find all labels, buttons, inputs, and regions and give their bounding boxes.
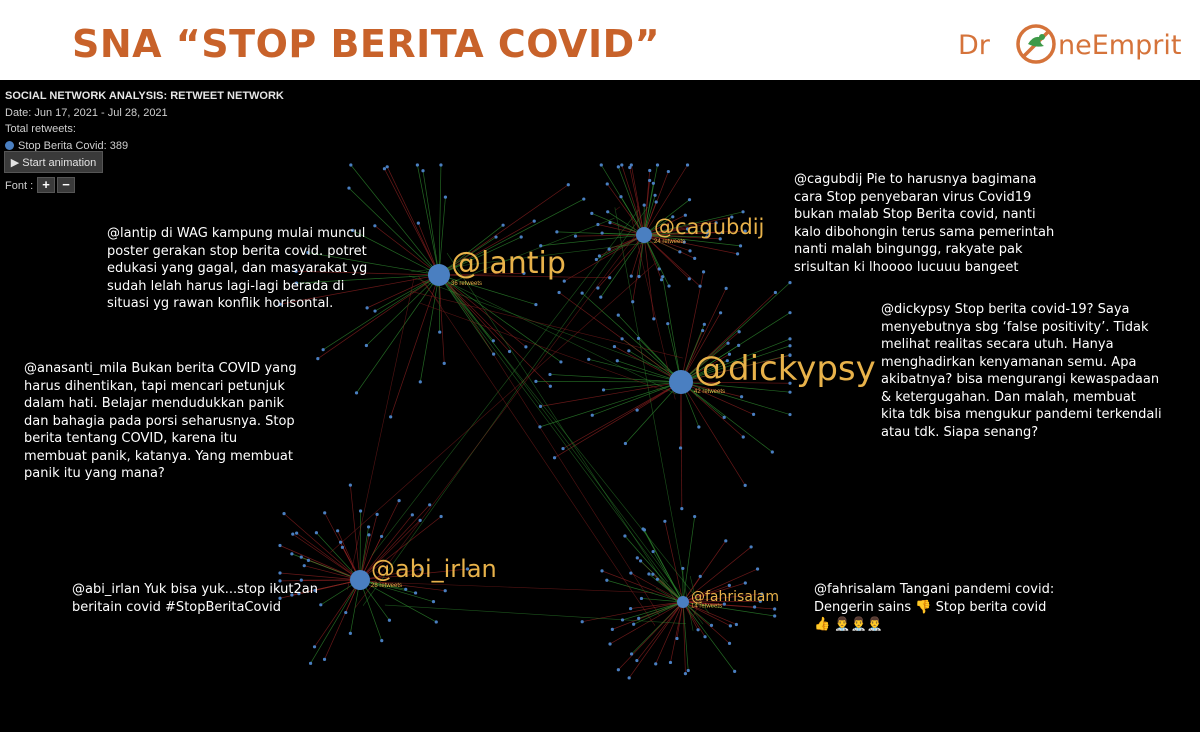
user-node xyxy=(383,167,386,170)
retweet-edge xyxy=(582,602,683,622)
user-node xyxy=(605,579,608,582)
user-node xyxy=(599,296,602,299)
user-node xyxy=(656,578,659,581)
user-node xyxy=(444,196,447,199)
user-node xyxy=(687,669,690,672)
user-node xyxy=(548,373,551,376)
user-node xyxy=(788,311,791,314)
user-node xyxy=(582,197,585,200)
user-node xyxy=(419,519,422,522)
retweet-edge xyxy=(683,602,688,670)
user-node xyxy=(278,571,281,574)
retweet-edge xyxy=(681,382,682,509)
user-node xyxy=(443,362,446,365)
user-node xyxy=(774,291,777,294)
retweet-edge xyxy=(417,165,439,275)
hub-retweets-abi_irlan: 28 retweets xyxy=(371,582,403,589)
user-node xyxy=(432,600,435,603)
user-node xyxy=(549,385,552,388)
user-node xyxy=(587,358,590,361)
user-node xyxy=(667,284,670,287)
user-node xyxy=(349,484,352,487)
user-node xyxy=(388,619,391,622)
user-node xyxy=(739,244,742,247)
user-node xyxy=(742,435,745,438)
user-node xyxy=(600,163,603,166)
user-node xyxy=(624,442,627,445)
retweet-edge xyxy=(439,275,561,362)
legend-label: Stop Berita Covid: 389 xyxy=(18,139,129,152)
user-node xyxy=(702,270,705,273)
user-node xyxy=(752,413,755,416)
hub-label-dickypsy: @dickypsy xyxy=(694,349,876,389)
cross-edge xyxy=(431,265,668,582)
user-node xyxy=(669,661,672,664)
network-info xyxy=(5,88,284,154)
user-node xyxy=(278,544,281,547)
user-node xyxy=(728,642,731,645)
font-label: Font : xyxy=(5,180,34,192)
user-node xyxy=(635,659,638,662)
user-node xyxy=(771,450,774,453)
cross-edge xyxy=(409,276,680,375)
user-node xyxy=(602,388,605,391)
user-node xyxy=(620,163,623,166)
user-node xyxy=(661,275,664,278)
quote-anasanti-mila: @anasanti_mila Bukan berita COVID yang harus dihentikan, tapi mencari petunjuk dalam hati. Belajar mendudukkan panik dan bahagia pada porsi seharusnya. Stop berita tentang COVID, karena itu membuat panik, katanya. Yang membuat panik itu yang mana? xyxy=(24,361,297,481)
hub-label-lantip: @lantip xyxy=(451,246,566,281)
logo-text-left: Dr xyxy=(958,30,990,61)
user-node xyxy=(737,344,740,347)
user-node xyxy=(307,559,310,562)
user-node xyxy=(349,632,352,635)
user-node xyxy=(389,415,392,418)
user-node xyxy=(660,278,663,281)
user-node xyxy=(561,447,564,450)
user-node xyxy=(688,249,691,252)
user-node xyxy=(492,353,495,356)
user-node xyxy=(416,163,419,166)
user-node xyxy=(557,291,560,294)
user-node xyxy=(559,360,562,363)
user-node xyxy=(773,614,776,617)
user-node xyxy=(553,456,556,459)
user-node xyxy=(339,541,342,544)
user-node xyxy=(623,534,626,537)
hub-node-abi_irlan xyxy=(350,570,370,590)
user-node xyxy=(282,512,285,515)
user-node xyxy=(652,182,655,185)
user-node xyxy=(636,556,639,559)
retweet-edge xyxy=(598,235,644,288)
user-node xyxy=(701,329,704,332)
user-node xyxy=(648,169,651,172)
user-node xyxy=(581,620,584,623)
user-node xyxy=(756,567,759,570)
user-node xyxy=(655,200,658,203)
user-node xyxy=(492,339,495,342)
user-node xyxy=(628,676,631,679)
user-node xyxy=(620,337,623,340)
user-node xyxy=(421,169,424,172)
hub-retweets-dickypsy: 42 retweets xyxy=(694,389,726,396)
user-node xyxy=(658,267,661,270)
user-node xyxy=(627,349,630,352)
retweet-edge xyxy=(555,382,681,458)
user-node xyxy=(637,617,640,620)
user-node xyxy=(723,416,726,419)
user-node xyxy=(355,391,358,394)
retweet-edge xyxy=(618,602,683,670)
user-node xyxy=(608,221,611,224)
user-node xyxy=(617,165,620,168)
user-node xyxy=(608,248,611,251)
user-node xyxy=(680,507,683,510)
user-node xyxy=(520,235,523,238)
user-node xyxy=(639,559,642,562)
user-node xyxy=(647,572,650,575)
user-node xyxy=(404,588,407,591)
user-node xyxy=(675,637,678,640)
user-node xyxy=(590,212,593,215)
user-node xyxy=(601,231,604,234)
user-node xyxy=(309,662,312,665)
user-node xyxy=(736,252,739,255)
user-node xyxy=(303,564,306,567)
user-node xyxy=(651,573,654,576)
hub-retweets-cagubdij: 24 retweets xyxy=(654,238,686,245)
user-node xyxy=(501,224,504,227)
user-node xyxy=(697,425,700,428)
user-node xyxy=(703,323,706,326)
retweet-edge xyxy=(582,293,681,382)
user-node xyxy=(678,250,681,253)
user-node xyxy=(349,163,352,166)
user-node xyxy=(652,550,655,553)
user-node xyxy=(688,277,691,280)
retweet-edge xyxy=(540,382,681,427)
quote-abi-irlan: @abi_irlan Yuk bisa yuk...stop ikut2an beritain covid #StopBeritaCovid xyxy=(72,582,318,615)
cross-edge xyxy=(426,271,676,394)
user-node xyxy=(621,618,624,621)
total-retweets-label: Total retweets: xyxy=(5,123,76,135)
user-node xyxy=(555,230,558,233)
user-node xyxy=(534,380,537,383)
user-node xyxy=(359,509,362,512)
user-node xyxy=(315,531,318,534)
user-node xyxy=(684,672,687,675)
user-node xyxy=(398,499,401,502)
retweet-edge xyxy=(633,235,644,302)
user-node xyxy=(591,414,594,417)
hub-retweets-lantip: 36 retweets xyxy=(451,280,483,287)
user-node xyxy=(733,670,736,673)
user-node xyxy=(380,535,383,538)
user-node xyxy=(508,350,511,353)
user-node xyxy=(681,567,684,570)
retweet-edge xyxy=(350,485,360,580)
user-node xyxy=(744,581,747,584)
user-node xyxy=(735,623,738,626)
user-node xyxy=(698,285,701,288)
user-node xyxy=(419,380,422,383)
user-node xyxy=(606,210,609,213)
user-node xyxy=(703,635,706,638)
user-node xyxy=(725,287,728,290)
quote-dickypsy: @dickypsy Stop berita covid-19? Saya menyebutnya sbg ‘false positivity’. Tidak melihat realitas secara utuh. Hanya menghadirkan kenyamanan semu. Apa akibatnya? bisa mengurangi kewaspadaan & ketergugahan. Dan malah, membuat kita tdk bisa mengukur pandemi terkendali atau tdk. Siapa senang? xyxy=(881,302,1162,440)
user-node xyxy=(741,210,744,213)
quote-fahrisalam: @fahrisalam Tangani pandemi covid: Dengerin sains 👎 Stop berita covid 👍 👨‍⚕️👨‍⚕️👨‍⚕️ xyxy=(814,582,1055,632)
user-node xyxy=(788,281,791,284)
user-node xyxy=(719,311,722,314)
user-node xyxy=(380,639,383,642)
user-node xyxy=(439,163,442,166)
cross-edge xyxy=(616,207,620,210)
user-node xyxy=(629,607,632,610)
user-node xyxy=(679,446,682,449)
user-node xyxy=(740,395,743,398)
user-node xyxy=(322,348,325,351)
user-node xyxy=(386,165,389,168)
panel-heading: SOCIAL NETWORK ANALYSIS: RETWEET NETWORK xyxy=(5,90,284,102)
user-node xyxy=(440,515,443,518)
user-node xyxy=(729,624,732,627)
cross-edge xyxy=(410,291,682,358)
quote-cagubdij: @cagubdij Pie to harusnya bagimana cara Stop penyebaran virus Covid19 bukan malab Stop Berita covid, nanti kalo dibohongin terus sama pemerintah nanti malah bingungg, rakyate pak srisultan ki lhoooo lucuuu bangeet xyxy=(794,172,1055,275)
user-node xyxy=(365,344,368,347)
user-node xyxy=(313,645,316,648)
hub-label-fahrisalam: @fahrisalam xyxy=(691,589,780,605)
user-node xyxy=(347,186,350,189)
user-node xyxy=(524,345,527,348)
user-node xyxy=(344,611,347,614)
cross-edge xyxy=(447,253,680,606)
user-node xyxy=(581,291,584,294)
retweet-edge xyxy=(536,381,681,382)
user-node xyxy=(641,527,644,530)
user-node xyxy=(696,628,699,631)
user-node xyxy=(693,515,696,518)
slide-title: SNA “STOP BERITA COVID” xyxy=(72,22,661,66)
start-animation-button[interactable]: ▶ Start animation xyxy=(4,151,103,173)
user-node xyxy=(608,276,611,279)
drone-logo-icon xyxy=(1014,22,1058,66)
user-node xyxy=(438,330,441,333)
user-node xyxy=(323,658,326,661)
user-node xyxy=(595,258,598,261)
user-node xyxy=(414,591,417,594)
user-node xyxy=(596,223,599,226)
hub-label-cagubdij: @cagubdij xyxy=(654,215,765,239)
user-node xyxy=(788,391,791,394)
user-node xyxy=(539,405,542,408)
cross-edge xyxy=(420,303,667,392)
user-node xyxy=(336,529,339,532)
user-node xyxy=(636,408,639,411)
user-node xyxy=(750,545,753,548)
user-node xyxy=(640,597,643,600)
user-node xyxy=(598,254,601,257)
retweet-edge xyxy=(367,275,439,308)
user-node xyxy=(686,163,689,166)
slide-header xyxy=(0,0,1200,80)
user-node xyxy=(606,182,609,185)
user-node xyxy=(788,337,791,340)
user-node xyxy=(316,357,319,360)
hub-node-dickypsy xyxy=(669,370,693,394)
user-node xyxy=(726,342,729,345)
user-node xyxy=(632,623,635,626)
user-node xyxy=(617,314,620,317)
font-increase-button[interactable]: + xyxy=(37,177,55,193)
date-range: Date: Jun 17, 2021 - Jul 28, 2021 xyxy=(5,106,168,119)
user-node xyxy=(654,662,657,665)
quote-lantip: @lantip di WAG kampung mulai muncul poster gerakan stop berita covid. potret edukasi yang gagal, dan masyarakat yg sudah lelah harus lagi-lagi berada di situasi yg rawan konflik horisontal. xyxy=(107,226,368,311)
user-node xyxy=(341,546,344,549)
user-node xyxy=(637,275,640,278)
user-node xyxy=(533,219,536,222)
retweet-edge xyxy=(601,235,644,297)
user-node xyxy=(643,204,646,207)
user-node xyxy=(323,511,326,514)
user-node xyxy=(608,642,611,645)
user-node xyxy=(617,668,620,671)
user-node xyxy=(567,183,570,186)
user-node xyxy=(630,275,633,278)
user-node xyxy=(574,235,577,238)
user-node xyxy=(653,194,656,197)
user-node xyxy=(637,337,640,340)
user-node xyxy=(738,330,741,333)
user-node xyxy=(667,170,670,173)
user-node xyxy=(616,359,619,362)
hub-node-lantip xyxy=(428,264,450,286)
user-node xyxy=(724,539,727,542)
user-node xyxy=(652,317,655,320)
user-node xyxy=(494,235,497,238)
hub-node-cagubdij xyxy=(636,227,652,243)
user-node xyxy=(596,286,599,289)
legend-dot-icon xyxy=(5,141,14,150)
hub-label-abi_irlan: @abi_irlan xyxy=(371,555,497,583)
user-node xyxy=(295,532,298,535)
user-node xyxy=(538,425,541,428)
retweet-edge xyxy=(280,573,360,580)
user-node xyxy=(428,503,431,506)
user-node xyxy=(753,605,756,608)
user-node xyxy=(699,575,702,578)
user-node xyxy=(367,533,370,536)
retweet-edge xyxy=(360,511,361,580)
user-node xyxy=(648,179,651,182)
font-decrease-button[interactable]: − xyxy=(57,177,75,193)
user-node xyxy=(630,652,633,655)
user-node xyxy=(688,198,691,201)
user-node xyxy=(693,257,696,260)
user-node xyxy=(656,163,659,166)
user-node xyxy=(710,624,713,627)
user-node xyxy=(600,569,603,572)
user-node xyxy=(291,533,294,536)
user-node xyxy=(744,484,747,487)
hub-retweets-fahrisalam: 14 retweets xyxy=(691,603,723,610)
user-node xyxy=(435,620,438,623)
user-node xyxy=(666,322,669,325)
user-node xyxy=(629,571,632,574)
user-node xyxy=(534,303,537,306)
user-node xyxy=(611,628,614,631)
retweet-edge xyxy=(681,382,745,485)
user-node xyxy=(613,345,616,348)
hub-node-fahrisalam xyxy=(677,596,689,608)
user-node xyxy=(663,520,666,523)
user-node xyxy=(300,556,303,559)
user-node xyxy=(376,513,379,516)
user-node xyxy=(631,300,634,303)
retweet-edge xyxy=(366,275,439,345)
drone-emprit-logo xyxy=(958,22,1182,72)
user-node xyxy=(728,584,731,587)
user-node xyxy=(619,195,622,198)
logo-text-right: neEmprit xyxy=(1058,30,1182,61)
user-node xyxy=(630,163,633,166)
user-node xyxy=(788,413,791,416)
retweet-edge xyxy=(683,602,685,674)
user-node xyxy=(788,344,791,347)
user-node xyxy=(417,222,420,225)
user-node xyxy=(444,589,447,592)
user-node xyxy=(367,525,370,528)
retweet-edge xyxy=(387,167,439,275)
user-node xyxy=(773,607,776,610)
user-node xyxy=(411,513,414,516)
user-node xyxy=(290,552,293,555)
retweet-edge xyxy=(625,382,681,444)
retweet-edge xyxy=(618,167,644,235)
